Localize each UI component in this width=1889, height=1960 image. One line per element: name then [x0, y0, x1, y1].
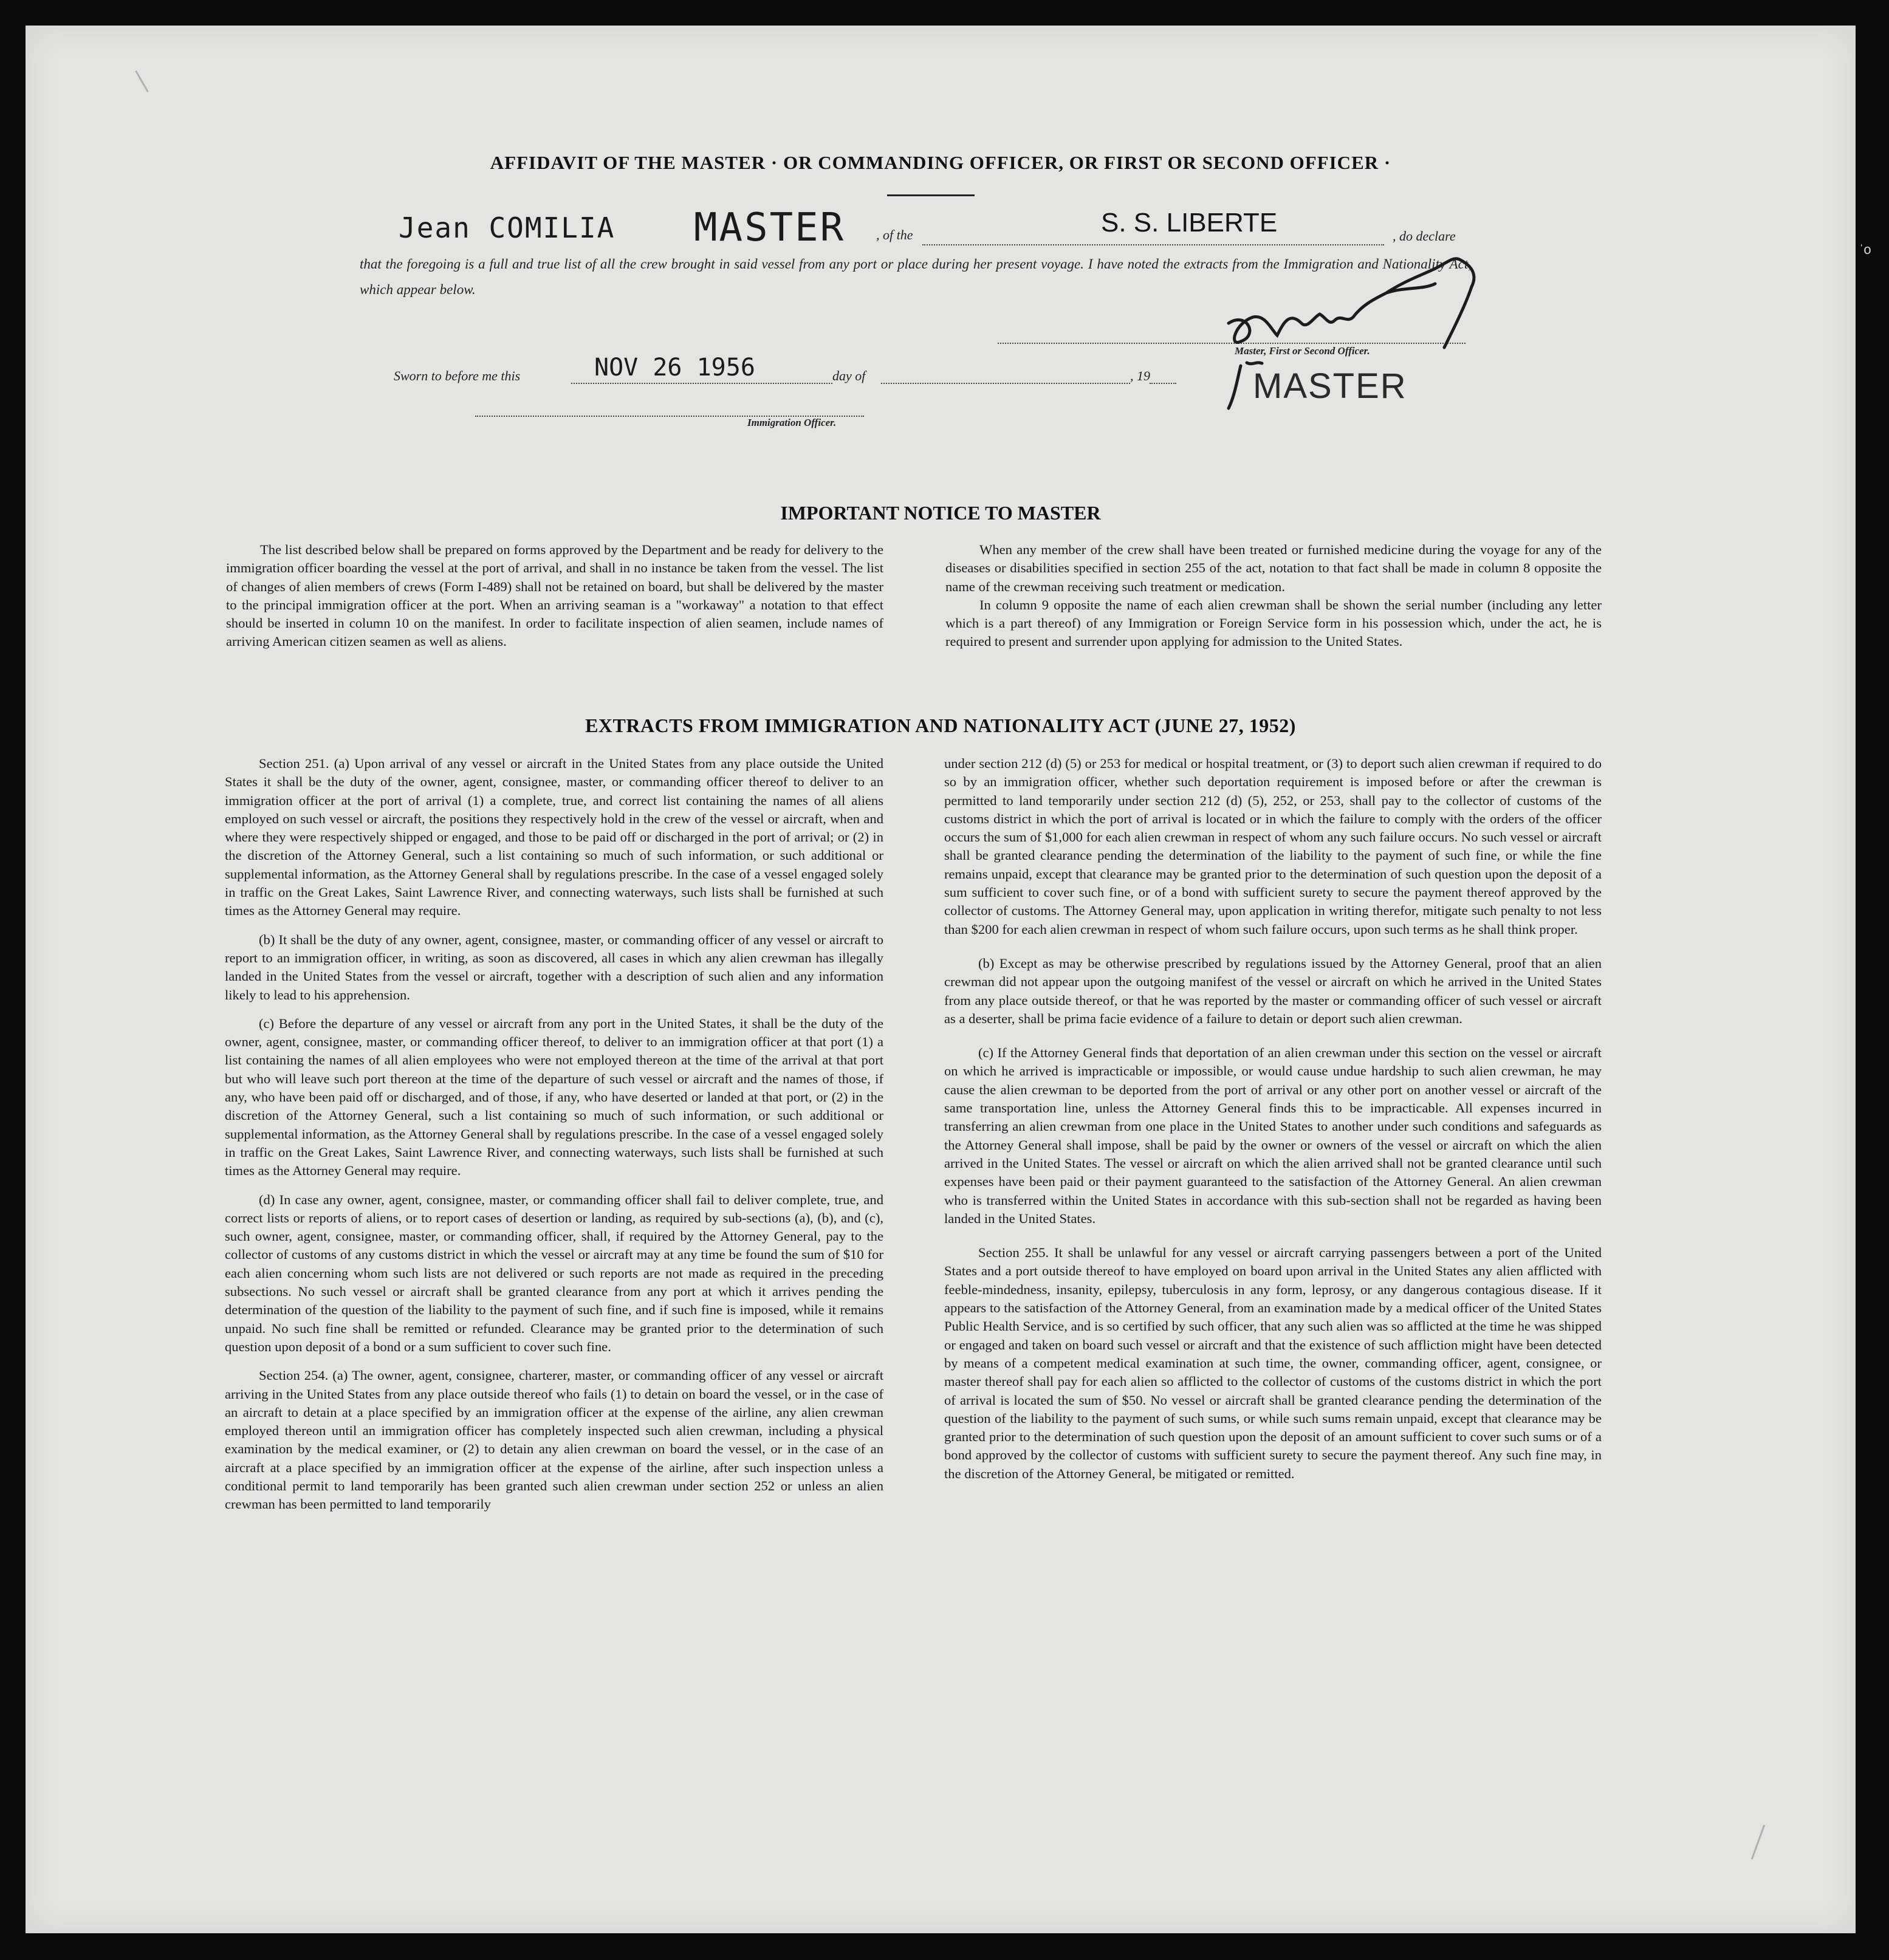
affidavit-statement: that the foregoing is a full and true list of all the crew brought in said vessel from any port or place during her present voyage. I have noted the extracts from the Immigration and Nationality Act, which appear below. [360, 256, 1472, 297]
sworn-date-line [571, 383, 832, 384]
day-of-label: day of [832, 368, 866, 383]
of-the-label: , of the [876, 227, 913, 242]
master-rank: MASTER [694, 205, 846, 250]
extracts-right-column [944, 755, 1602, 1499]
document-page [26, 26, 1856, 1933]
vessel-line [922, 244, 1384, 245]
officer-label: Master, First or Second Officer. [1235, 345, 1370, 357]
sworn-date-stamp: NOV 26 1956 [594, 354, 755, 382]
notice-paragraph: When any member of the crew shall have been treated or furnished medicine during the voyage for any of the diseases or disabilities specified in section 255 of the act, notation to that fact shall be made in column 8 opposite the name of the crewman receiving such treatment or medication. [945, 542, 1602, 594]
handwritten-signature [1204, 256, 1520, 414]
extracts-left-column [225, 755, 883, 1524]
master-stamp: MASTER [1253, 366, 1407, 406]
title-divider [887, 194, 975, 196]
day-of-line [881, 383, 1130, 384]
do-declare-label: , do declare [1393, 228, 1456, 244]
notice-right-column [945, 541, 1602, 651]
year-label: , 19 [1130, 368, 1150, 383]
extract-paragraph: (c) Before the departure of any vessel or aircraft from any port in the United States, it shall be the duty of the owner, agent, consignee, master, or commanding officer thereof, to deliver to an immigration officer at that port (1) a list containing the names of all alien employees who were not employed thereon at the time of the arrival at that port but who will leave such port thereon at the time of the departure of such vessel or aircraft and the names of those, if any, who have been paid off or discharged, and of those, if any, who have deserted or landed at that port, or (2) in the discretion of the Attorney General, such a list containing so much of such information, or such additional or supplemental information, as the Attorney General shall by regulations prescribe. In the case of a vessel engaged solely in traffic on the Great Lakes, Saint Lawrence River, and connecting waterways, such lists shall be furnished at such times as the Attorney General may require. [225, 1015, 883, 1179]
sworn-label: Sworn to before me this [394, 368, 521, 383]
immigration-officer-label: Immigration Officer. [747, 417, 837, 428]
extract-paragraph: Section 251. (a) Upon arrival of any vessel or aircraft in the United States from any place outside the United States it shall be the duty of the owner, agent, consignee, master, or commanding officer thereof to deliver to an immigration officer at the port of arrival (1) a complete, true, and correct list containing the names of all aliens employed on such vessel or aircraft, the positions they respectively hold in the crew of the vessel or aircraft, when and where they were respectively shipped or engaged, and those to be paid off or discharged in the port of arrival; or (2) in the discretion of the Attorney General, such a list containing so much of such information, or such additional or supplemental information, as the Attorney General shall by regulations prescribe. In the case of a vessel engaged solely in traffic on the Great Lakes, Saint Lawrence River, and connecting waterways, such lists shall be furnished at such times as the Attorney General may require. [225, 756, 883, 919]
master-name: Jean COMILIA [399, 211, 615, 244]
notice-paragraph: The list described below shall be prepared on forms approved by the Department and be ready for delivery to the immigration officer boarding the vessel at the port of arrival, and shall in no instance be taken from the vessel. The list of changes of alien members of crews (Form I-489) shall not be retained on board, but shall be delivered by the master to the principal immigration officer at the port. When an arriving seaman is a "workaway" a notation to that effect should be inserted in column 10 on the manifest. In order to facilitate inspection of alien seamen, include names of arriving American citizen seamen as well as aliens. [226, 542, 883, 649]
vessel-name: S. S. LIBERTE [1101, 208, 1278, 238]
scan-speck [1751, 1825, 1765, 1859]
margin-mark: ˈo [1859, 242, 1871, 257]
extract-paragraph: under section 212 (d) (5) or 253 for medical or hospital treatment, or (3) to deport such alien crewman if required to do so by an immigration officer, whether such deportation requirement is imposed before or after the crewman is permitted to land temporarily under section 212 (d) (5), 252, or 253, shall pay to the collector of customs of the customs district in which the port of arrival is located or in which the failure to comply with the orders of the officer occurs the sum of $1,000 for each alien crewman in respect of whom any such failure occurs. No such vessel or aircraft shall be granted clearance pending the determination of the liability to the payment of such fine, or while the fine remains unpaid, except that clearance may be granted prior to the determination of such question upon the deposit of a sum sufficient to cover such fine, or of a bond with sufficient surety to secure the payment thereof approved by the collector of customs. The Attorney General may, upon application in writing therefor, mitigate such penalty to not less than $200 for each alien crewman in respect of whom such failure occurs, upon such terms as he shall think proper. [944, 756, 1602, 937]
affidavit-title: AFFIDAVIT OF THE MASTER · OR COMMANDING OFFICER, OR FIRST OR SECOND OFFICER · [490, 152, 1391, 173]
extracts-title: EXTRACTS FROM IMMIGRATION AND NATIONALITY ACT (JUNE 27, 1952) [585, 714, 1296, 736]
notice-paragraph: In column 9 opposite the name of each alien crewman shall be shown the serial number (including any letter which is a part thereof) of any Immigration or Foreign Service form in his possession which, under the act, he is required to present and surrender upon applying for admission to the United States. [945, 597, 1602, 649]
year-line [1150, 383, 1176, 384]
extract-paragraph: (b) It shall be the duty of any owner, agent, consignee, master, or commanding officer of any vessel or aircraft to report to an immigration officer, in writing, as soon as discovered, all cases in which any alien crewman has illegally landed in the United States from the vessel or aircraft, together with a description of such alien and any information likely to lead to his apprehension. [225, 931, 883, 1002]
extract-paragraph: (d) In case any owner, agent, consignee, master, or commanding officer shall fail to deliver complete, true, and correct lists or reports of aliens, or to report cases of desertion or landing, as required by sub-sections (a), (b), and (c), such owner, agent, consignee, master, or commanding officer, shall, if required by the Attorney General, pay to the collector of customs of any customs district in which the vessel or aircraft may at any time be found the sum of $10 for each alien concerning whom such lists are not delivered or such reports are not made as required in the preceding subsections. No such vessel or aircraft shall be granted clearance from any port at which it arrives pending the determination of the question of the liability to the payment of such fine, and if such fine is imposed, while it remains unpaid. No such fine shall be remitted or refunded. Clearance may be granted prior to the determination of such question upon deposit of a bond or a sum sufficient to cover such fine. [225, 1191, 883, 1354]
extract-paragraph: (b) Except as may be otherwise prescribed by regulations issued by the Attorney General, proof that an alien crewman did not appear upon the outgoing manifest of the vessel or aircraft on which he arrived in the United States from any place outside thereof, or that he was reported by the master or commanding officer of such vessel or aircraft as a deserter, shall be prima facie evidence of a failure to detain or deport such alien crewman. [944, 955, 1602, 1026]
scan-speck [135, 70, 149, 92]
extract-paragraph: (c) If the Attorney General finds that deportation of an alien crewman under this section on the vessel or aircraft on which he arrived is impracticable or impossible, or would cause undue hardship to such alien crewman, he may cause the alien crewman to be deported from the port of arrival or any other port on another vessel or aircraft of the same transportation line, unless the Attorney General finds this to be impracticable. All expenses incurred in transferring an alien crewman from one place in the United States to another under such conditions and safeguards as the Attorney General shall impose, shall be paid by the owner or owners of the vessel or aircraft on which the alien arrived in the United States. The vessel or aircraft on which the alien arrived shall not be granted clearance until such expenses have been paid or their payment guaranteed to the satisfaction of the Attorney General. An alien crewman who is transferred within the United States in accordance with this sub-section shall not be regarded as having been landed in the United States. [944, 1045, 1602, 1226]
notice-title: IMPORTANT NOTICE TO MASTER [780, 502, 1101, 524]
notice-left-column [226, 541, 883, 659]
extract-paragraph: Section 254. (a) The owner, agent, consignee, charterer, master, or commanding officer of any vessel or aircraft arriving in the United States from any place outside thereof who fails (1) to detain on board the vessel, or in the case of an aircraft to detain at a place specified by an immigration officer at the expense of the airline, any alien crewman employed thereon until an immigration officer has completely inspected such alien crewman, including a physical examination by the medical examiner, or (2) to detain any alien crewman on board the vessel, or in the case of an aircraft at a place specified by an immigration officer at the expense of the airline, after such inspection unless a conditional permit to land temporarily has been granted such alien crewman under section 252 or unless an alien crewman has been permitted to land temporarily [225, 1368, 883, 1512]
extract-paragraph: Section 255. It shall be unlawful for any vessel or aircraft carrying passengers between a port of the United States and a port outside thereof to have employed on board upon arrival in the United States any alien afflicted with feeble-mindedness, insanity, epilepsy, tuberculosis in any form, leprosy, or any dangerous contagious disease. If it appears to the satisfaction of the Attorney General, from an examination made by a medical officer of the United States Public Health Service, and is so certified by such officer, that any such alien was so afflicted at the time he was shipped or engaged and taken on board such vessel or aircraft and that the existence of such affliction might have been detected by means of a competent medical examination at such time, the owner, commanding officer, agent, consignee, or master thereof shall pay for each alien so afflicted to the collector of customs of the customs district in which the port of arrival is located the sum of $50. No vessel or aircraft shall be granted clearance pending the determination of the question of the liability to the payment of such sums, or while such sums remain unpaid, except that clearance may be granted prior to the determination of such question upon the deposit of an amount sufficient to cover such sums or of a bond approved by the collector of customs with sufficient surety to secure the payment thereof. Any such fine may, in the discretion of the Attorney General, be mitigated or remitted. [944, 1245, 1602, 1481]
